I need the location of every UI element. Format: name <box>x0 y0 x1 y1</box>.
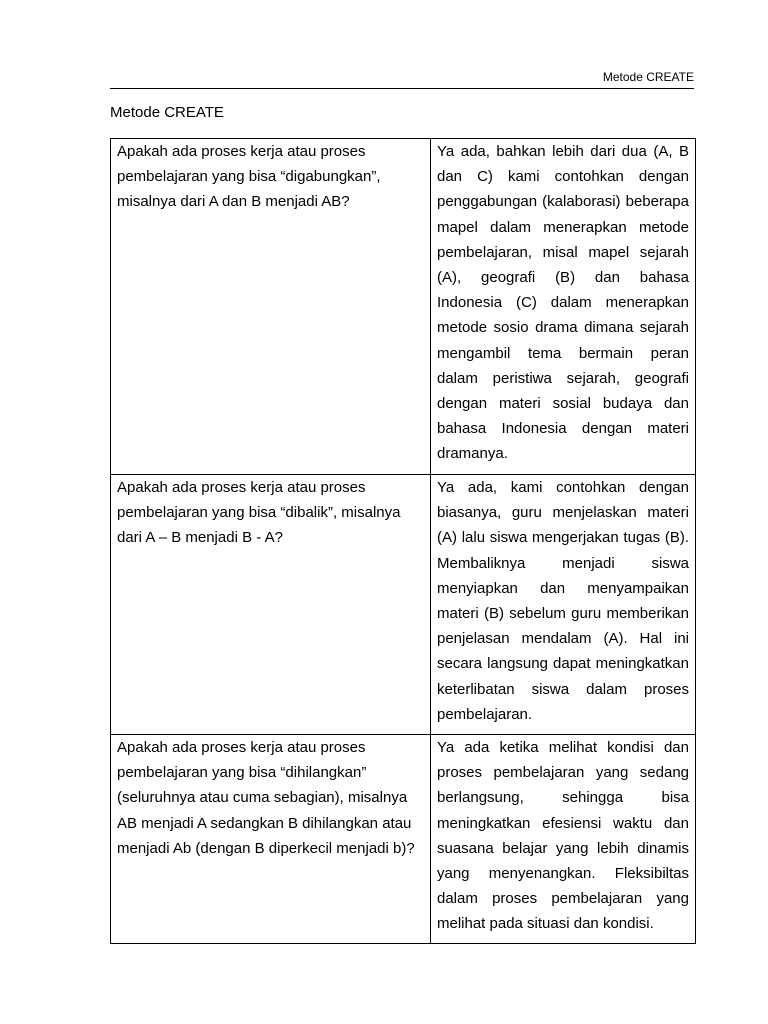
question-cell: Apakah ada proses kerja atau proses pembelajaran yang bisa “digabungkan”, misalnya dari A dan B menjadi AB? <box>111 139 431 475</box>
table-row <box>111 735 696 944</box>
section-title: Metode CREATE <box>110 104 224 121</box>
table-row <box>111 139 696 475</box>
running-header-title: Metode CREATE <box>602 70 694 84</box>
qa-table <box>110 138 696 944</box>
answer-cell: Ya ada, kami contohkan dengan biasanya, guru menjelaskan materi (A) lalu siswa mengerjakan tugas (B). Membaliknya menjadi siswa menyiapkan dan menyampaikan materi (B) sebelum guru memberikan penjelasan mendalam (A). Hal ini secara langsung dapat meningkatkan keterlibatan siswa dalam proses pembelajaran. <box>431 475 696 735</box>
answer-cell: Ya ada ketika melihat kondisi dan proses pembelajaran yang sedang berlangsung, sehingga bisa meningkatkan efesiensi waktu dan suasana belajar yang lebih dinamis yang menyenangkan. Fleksibiltas dalam proses pembelajaran yang melihat pada situasi dan kondisi. <box>431 735 696 944</box>
question-cell: Apakah ada proses kerja atau proses pembelajaran yang bisa “dibalik”, misalnya dari A – B menjadi B - A? <box>111 475 431 735</box>
table-row <box>111 475 696 735</box>
answer-cell: Ya ada, bahkan lebih dari dua (A, B dan C) kami contohkan dengan penggabungan (kalaborasi) beberapa mapel dalam menerapkan metode pembelajaran, misal mapel sejarah (A), geografi (B) dan bahasa Indonesia (C) dalam menerapkan metode sosio drama dimana sejarah mengambil tema bermain peran dalam peristiwa sejarah, geografi dengan materi sosial budaya dan bahasa Indonesia dengan materi dramanya. <box>431 139 696 475</box>
question-cell: Apakah ada proses kerja atau proses pembelajaran yang bisa “dihilangkan” (seluruhnya atau cuma sebagian), misalnya AB menjadi A sedangkan B dihilangkan atau menjadi Ab (dengan B diperkecil menjadi b)? <box>111 735 431 944</box>
page-header <box>110 68 694 89</box>
